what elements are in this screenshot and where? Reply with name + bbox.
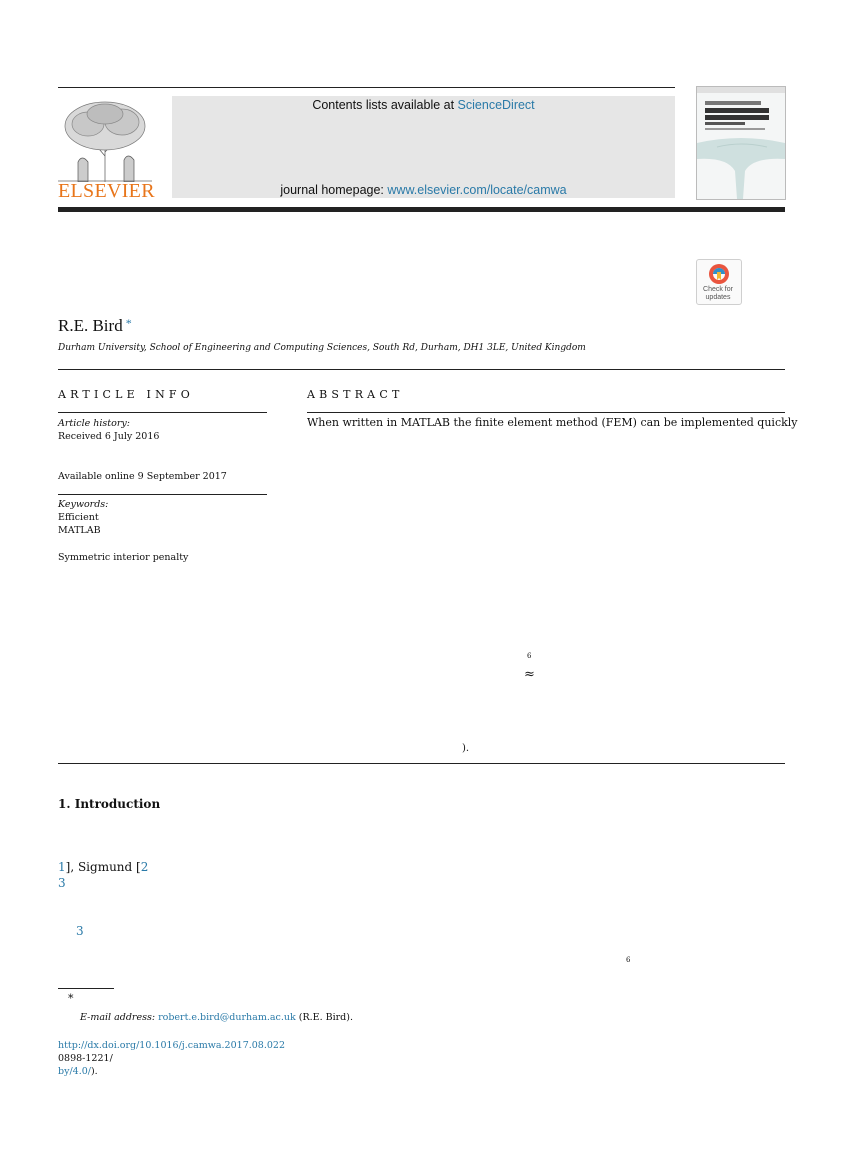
history-label: Article history: xyxy=(58,418,130,429)
journal-cover-art-icon xyxy=(697,87,785,199)
license-link[interactable]: by/4.0/ xyxy=(58,1066,91,1077)
elsevier-tree-logo-icon xyxy=(58,96,152,182)
email-suffix: (R.E. Bird). xyxy=(295,1012,353,1023)
keyword-item: MATLAB xyxy=(58,525,101,536)
footnote-email-line xyxy=(80,1011,353,1024)
homepage-prefix: journal homepage: xyxy=(280,183,388,197)
abstract-bottom-rule xyxy=(58,763,785,764)
author-footnote-mark[interactable]: * xyxy=(125,316,132,330)
abstract-heading: ABSTRACT xyxy=(307,388,404,401)
abstract-closing-fragment: ). xyxy=(462,743,470,754)
author-name: R.E. Bird xyxy=(58,316,123,335)
article-info-rule xyxy=(58,412,267,413)
doi-link[interactable]: http://dx.doi.org/10.1016/j.camwa.2017.08.022 xyxy=(58,1040,285,1051)
keyword-item: Symmetric interior penalty xyxy=(58,552,189,563)
check-updates-icon xyxy=(697,260,741,288)
ref-link-2[interactable]: 2 xyxy=(140,860,149,874)
footnote-mark: * xyxy=(68,992,74,1005)
available-online-date: Available online 9 September 2017 xyxy=(58,471,227,482)
contents-line xyxy=(172,98,675,112)
issn-line: 0898-1221/ xyxy=(58,1053,113,1064)
check-updates-label: Check for updates xyxy=(703,286,733,301)
ref-link-1[interactable]: 1 xyxy=(58,860,66,874)
license-suffix: ). xyxy=(90,1066,98,1077)
keyword-item: Efficient xyxy=(58,512,99,523)
homepage-line xyxy=(172,183,675,197)
affiliation-rule xyxy=(58,369,785,370)
keywords-rule xyxy=(58,494,267,495)
journal-cover-icon xyxy=(696,86,786,200)
abstract-text: When written in MATLAB the finite element method (FEM) can be implemented quickly xyxy=(307,416,798,429)
footnote-rule xyxy=(58,988,114,989)
ref-link-3[interactable]: 3 xyxy=(76,924,84,938)
author-affiliation: Durham University, School of Engineering and Computing Sciences, South Rd, Durham, DH1 3LE, United Kingdom xyxy=(58,343,586,353)
license-line xyxy=(58,1065,98,1078)
journal-homepage-link[interactable]: www.elsevier.com/locate/camwa xyxy=(387,183,567,197)
intro-mid-text: ], Sigmund [ xyxy=(65,860,141,874)
author-line xyxy=(58,316,132,336)
contents-prefix: Contents lists available at xyxy=(312,98,458,112)
header-thick-rule xyxy=(58,207,785,212)
top-rule xyxy=(58,87,675,88)
introduction-heading: 1. Introduction xyxy=(58,797,161,811)
email-label: E-mail address: xyxy=(80,1012,159,1023)
abstract-rule xyxy=(307,412,785,413)
sciencedirect-link[interactable]: ScienceDirect xyxy=(457,98,535,112)
ref-link-3[interactable]: 3 xyxy=(58,876,66,890)
author-email-link[interactable]: robert.e.bird@durham.ac.uk xyxy=(158,1012,296,1023)
publisher-logo-text: ELSEVIER xyxy=(58,180,155,202)
intro-superscript: 6 xyxy=(626,956,631,964)
abstract-approx-symbol: ≈ xyxy=(524,667,535,682)
received-date: Received 6 July 2016 xyxy=(58,431,160,442)
keywords-label: Keywords: xyxy=(58,499,109,510)
article-info-heading: ARTICLE INFO xyxy=(58,388,194,401)
intro-fragment-line xyxy=(58,860,148,874)
abstract-superscript: 6 xyxy=(527,652,532,660)
